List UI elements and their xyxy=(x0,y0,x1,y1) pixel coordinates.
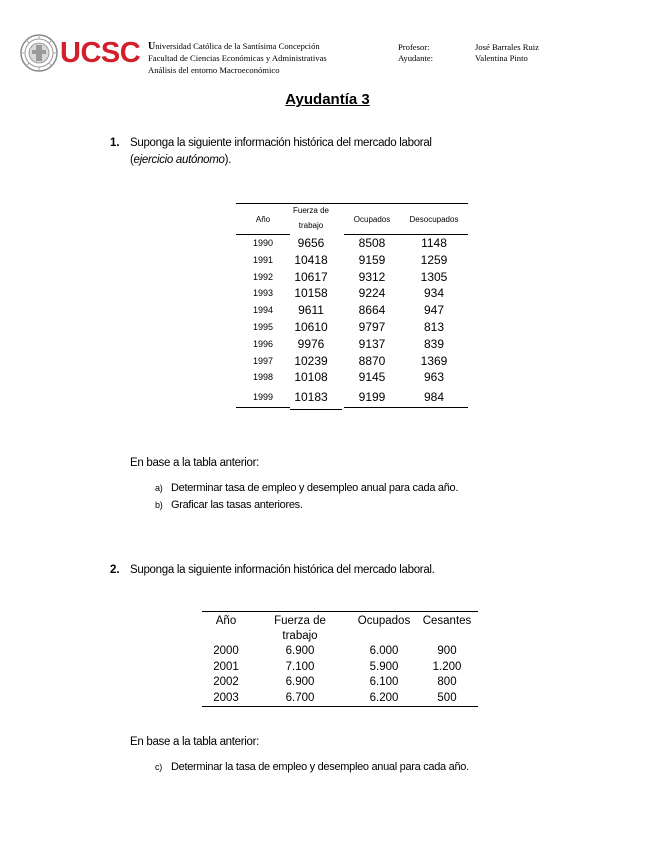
table-1-cell-year: 1993 xyxy=(252,288,274,299)
item-c-label: c) xyxy=(155,762,162,772)
professor-name: José Barrales Ruiz xyxy=(475,42,539,52)
question-2-text: Suponga la siguiente información histórica del mercado laboral. xyxy=(130,564,435,576)
table-1-bottom-rule-b xyxy=(290,409,342,410)
table-1-bottom-rule-c xyxy=(344,407,468,408)
table-2-cell-year: 2000 xyxy=(213,645,239,657)
table-1-cell-labor-force: 10183 xyxy=(294,390,328,405)
table-1-cell-year: 1991 xyxy=(252,254,274,265)
table-1-cell-employed: 9199 xyxy=(358,390,386,405)
table-1-cell-employed: 8508 xyxy=(358,236,386,250)
table-1-cell-labor-force: 10158 xyxy=(294,286,328,301)
table-1-cell-employed: 8664 xyxy=(358,303,386,318)
table-2-cell-unemployed: 1.200 xyxy=(432,660,462,673)
item-b-label: b) xyxy=(155,500,163,510)
assistant-name: Valentina Pinto xyxy=(475,53,528,63)
table-1-cell-employed: 9159 xyxy=(358,252,386,267)
university-initial: U xyxy=(148,41,156,52)
note-italic: ejercicio autónomo xyxy=(133,154,225,166)
table-1-cell-year: 1995 xyxy=(252,322,274,332)
note-paren-open: ( xyxy=(130,154,134,166)
table-2-bottom-rule xyxy=(202,706,478,707)
university-name-rest: niversidad Católica de la Santísima Concepción xyxy=(155,41,320,51)
table-1-cell-year: 1999 xyxy=(252,392,274,403)
table-1-cell-labor-force: 10610 xyxy=(294,320,328,334)
table-1-cell-unemployed: 934 xyxy=(423,286,445,301)
university-name xyxy=(148,41,320,52)
table-1-cell-year: 1997 xyxy=(252,355,274,366)
table-2-cell-unemployed: 500 xyxy=(437,691,457,704)
table-2-top-rule xyxy=(202,611,478,612)
table-1-cell-year: 1990 xyxy=(252,238,274,248)
table-1-cell-year: 1994 xyxy=(252,305,274,316)
table-1-header-employed: Ocupados xyxy=(353,215,391,224)
page-title: Ayudantía 3 xyxy=(285,91,370,108)
table-1-cell-employed: 9137 xyxy=(358,336,386,351)
table-1-cell-labor-force: 10418 xyxy=(294,252,328,267)
item-b-text: Graficar las tasas anteriores. xyxy=(171,499,303,511)
table-1-cell-unemployed: 947 xyxy=(423,303,445,318)
table-2-cell-year: 2002 xyxy=(213,676,239,688)
table-1-cell-year: 1998 xyxy=(252,372,274,383)
table-1-cell-employed: 8870 xyxy=(358,353,386,368)
question-2-base-text: En base a la tabla anterior: xyxy=(130,736,260,748)
table-2-cell-labor-force: 7.100 xyxy=(285,660,315,673)
table-1-cell-unemployed: 1259 xyxy=(420,252,448,267)
table-1-header-labor-1: Fuerza de xyxy=(292,206,330,215)
item-a-label: a) xyxy=(155,483,163,493)
table-1-header-rule-b xyxy=(344,234,468,235)
faculty-name: Facultad de Ciencias Económicas y Administrativas xyxy=(148,53,327,63)
assistant-label: Ayudante: xyxy=(398,53,434,63)
question-1-number: 1. xyxy=(110,137,120,149)
table-2-cell-employed: 6.200 xyxy=(369,691,399,704)
item-a-text: Determinar tasa de empleo y desempleo anual para cada año. xyxy=(171,482,459,494)
table-2-cell-labor-force: 6.900 xyxy=(285,676,315,688)
table-1-cell-labor-force: 9656 xyxy=(297,236,325,250)
question-1-note xyxy=(130,152,231,169)
table-1-cell-unemployed: 1148 xyxy=(421,236,447,250)
question-1-text: Suponga la siguiente información histórica del mercado laboral xyxy=(130,137,432,149)
table-2-header-year: Año xyxy=(215,615,237,627)
professor-label: Profesor: xyxy=(398,42,430,52)
table-2-cell-unemployed: 800 xyxy=(437,676,457,688)
table-2-header-labor-1: Fuerza de xyxy=(274,615,326,627)
table-1-cell-year: 1996 xyxy=(252,338,274,349)
table-1-cell-unemployed: 813 xyxy=(423,320,445,334)
question-1-base-text: En base a la tabla anterior: xyxy=(130,457,260,469)
table-1-cell-unemployed: 1369 xyxy=(420,353,448,368)
table-1-cell-labor-force: 10239 xyxy=(294,353,328,368)
table-1-cell-labor-force: 10108 xyxy=(294,370,328,385)
item-c-text: Determinar la tasa de empleo y desempleo anual para cada año. xyxy=(171,761,469,773)
table-1-top-rule xyxy=(236,203,468,204)
table-2-cell-unemployed: 900 xyxy=(437,645,457,657)
table-1-cell-unemployed: 984 xyxy=(423,390,445,405)
table-2-cell-labor-force: 6.900 xyxy=(285,645,315,657)
table-2-cell-labor-force: 6.700 xyxy=(285,691,315,704)
table-1-bottom-rule-a xyxy=(236,407,290,408)
table-2-cell-employed: 6.100 xyxy=(369,676,399,688)
table-1-header-rule-a xyxy=(236,234,290,235)
table-1-cell-employed: 9224 xyxy=(358,286,386,301)
table-1-cell-labor-force: 10617 xyxy=(294,269,328,284)
table-1-header-unemployed: Desocupados xyxy=(409,215,459,224)
question-2-item-c xyxy=(155,761,469,773)
table-1-cell-labor-force: 9611 xyxy=(298,303,324,318)
table-1-cell-employed: 9797 xyxy=(358,320,386,334)
question-1-item-a xyxy=(155,482,458,494)
table-2-cell-year: 2003 xyxy=(213,691,239,704)
course-name: Análisis del entorno Macroeconómico xyxy=(148,65,280,75)
table-1-cell-labor-force: 9976 xyxy=(297,336,325,351)
table-2-cell-employed: 5.900 xyxy=(369,660,399,673)
table-2-cell-year: 2001 xyxy=(213,660,239,673)
note-paren-close: ). xyxy=(224,154,232,166)
table-2-header-employed: Ocupados xyxy=(357,615,411,627)
table-1-cell-employed: 9145 xyxy=(358,370,386,385)
table-1-cell-employed: 9312 xyxy=(358,269,386,284)
table-1-header-labor-2: trabajo xyxy=(298,221,324,230)
table-2-header-labor-2: trabajo xyxy=(282,630,318,642)
table-1-cell-unemployed: 1305 xyxy=(420,269,448,284)
ucsc-logo: UCSC xyxy=(60,37,141,69)
table-1-cell-unemployed: 963 xyxy=(423,370,445,385)
question-1-item-b xyxy=(155,499,303,511)
table-2-cell-employed: 6.000 xyxy=(369,645,399,657)
table-1-cell-year: 1992 xyxy=(252,271,274,282)
question-2-number: 2. xyxy=(110,564,120,576)
table-2-header-unemployed: Cesantes xyxy=(422,615,472,627)
table-1-header-year: Año xyxy=(255,215,271,224)
table-1-cell-unemployed: 839 xyxy=(423,336,445,351)
university-seal-icon xyxy=(20,34,58,72)
